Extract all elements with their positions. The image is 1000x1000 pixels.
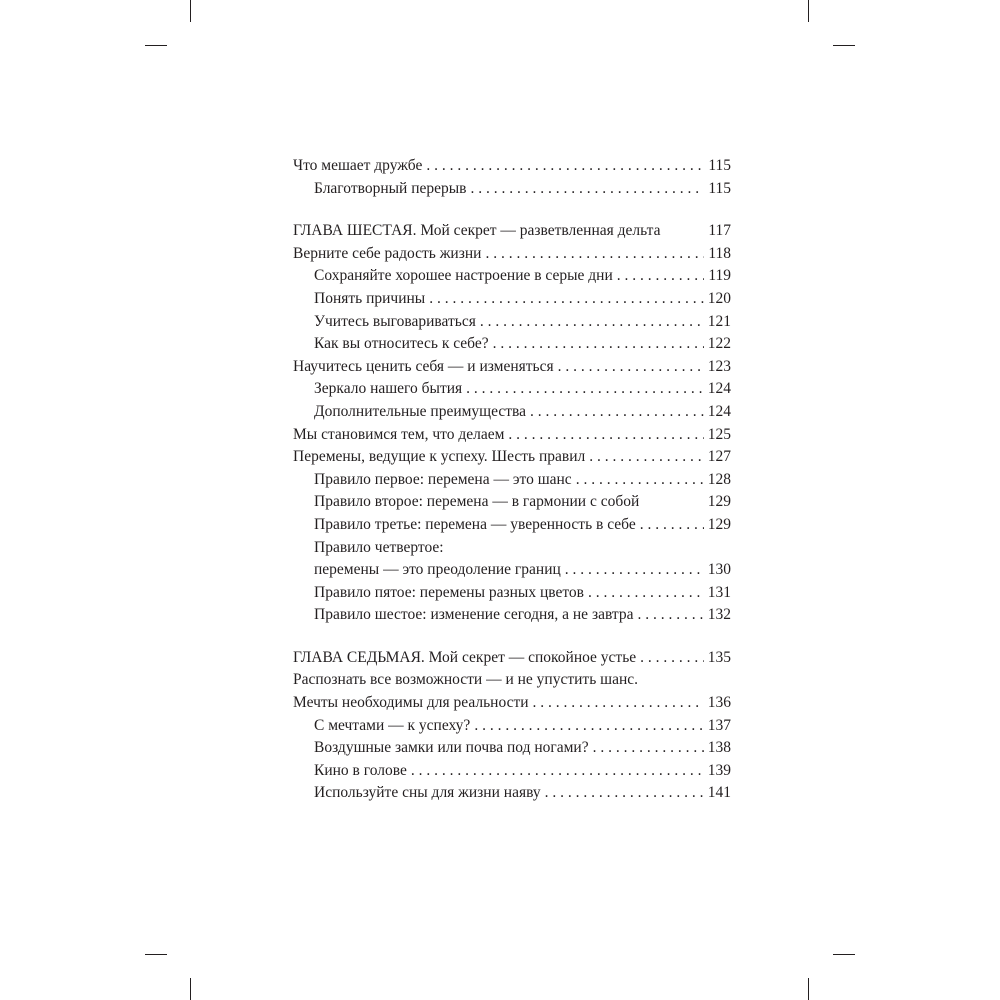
toc-entry-title: Верните себе радость жизни bbox=[293, 244, 482, 262]
toc-entry bbox=[293, 604, 731, 627]
toc-entry-page: 125 bbox=[707, 425, 731, 443]
dot-leader bbox=[474, 715, 703, 738]
toc-entry-page: 137 bbox=[707, 716, 731, 734]
toc-entry bbox=[293, 311, 731, 334]
toc-entry bbox=[293, 356, 731, 379]
toc-entry-page: 141 bbox=[707, 784, 731, 802]
crop-mark-bottom-right bbox=[808, 978, 809, 1000]
dot-leader bbox=[593, 737, 704, 760]
dot-leader bbox=[640, 647, 704, 670]
dot-leader bbox=[576, 469, 704, 492]
toc-entry bbox=[293, 469, 731, 492]
toc-entry-title: Что мешает дружбе bbox=[293, 157, 423, 174]
dot-leader bbox=[589, 446, 703, 469]
table-of-contents bbox=[293, 155, 731, 805]
dot-leader bbox=[411, 760, 704, 783]
toc-entry bbox=[293, 378, 731, 401]
toc-entry bbox=[293, 782, 731, 805]
toc-entry bbox=[293, 424, 731, 447]
dot-leader bbox=[545, 782, 704, 805]
dot-leader bbox=[533, 692, 704, 715]
toc-entry-title: Перемены, ведущие к успеху. Шесть правил bbox=[293, 448, 586, 466]
toc-entry bbox=[293, 401, 731, 424]
crop-mark-top-left bbox=[190, 0, 191, 22]
dot-leader bbox=[470, 178, 704, 201]
toc-entry bbox=[293, 288, 731, 311]
toc-entry-page: 115 bbox=[708, 157, 731, 174]
toc-entry bbox=[293, 692, 731, 715]
toc-entry-title: Зеркало нашего бытия bbox=[314, 380, 463, 398]
toc-entry-page: 118 bbox=[708, 244, 731, 262]
toc-entry-page: 131 bbox=[707, 583, 731, 601]
toc-entry-title: Правило пятое: перемены разных цветов bbox=[314, 583, 584, 601]
crop-mark-top-left-horizontal bbox=[145, 45, 167, 46]
toc-chapter-heading bbox=[293, 220, 731, 243]
toc-entry-title: Правило четвертое: bbox=[314, 538, 444, 556]
toc-entry-page: 115 bbox=[708, 179, 731, 197]
toc-entry bbox=[293, 715, 731, 738]
crop-mark-bottom-left bbox=[190, 978, 191, 1000]
toc-entry bbox=[293, 446, 731, 469]
toc-entry-page: 124 bbox=[707, 402, 731, 420]
toc-entry-title: ГЛАВА СЕДЬМАЯ. Мой секрет — спокойное устье bbox=[293, 648, 637, 666]
toc-entry bbox=[293, 178, 731, 201]
toc-entry-page: 130 bbox=[707, 561, 731, 579]
dot-leader bbox=[588, 582, 704, 605]
dot-leader bbox=[493, 333, 704, 356]
toc-entry-title: Воздушные замки или почва под ногами? bbox=[314, 739, 589, 757]
toc-entry-page: 132 bbox=[707, 606, 731, 624]
dot-leader bbox=[429, 288, 704, 311]
toc-entry-title: С мечтами — к успеху? bbox=[314, 716, 471, 734]
dot-leader bbox=[480, 311, 704, 334]
toc-entry-page: 121 bbox=[707, 312, 731, 330]
toc-entry-page: 136 bbox=[707, 694, 731, 712]
toc-entry-title: Научитесь ценить себя — и изменяться bbox=[293, 357, 554, 375]
toc-entry-title: Мечты необходимы для реальности bbox=[293, 694, 529, 712]
crop-mark-bottom-right-horizontal bbox=[833, 954, 855, 955]
toc-entry bbox=[293, 265, 731, 288]
toc-entry bbox=[293, 582, 731, 605]
toc-entry-title: Используйте сны для жизни наяву bbox=[314, 784, 541, 802]
toc-entry-title: перемены — это преодоление границ bbox=[314, 561, 561, 579]
toc-entry-title: Сохраняйте хорошее настроение в серые дни bbox=[314, 267, 613, 285]
toc-entry-title: Как вы относитесь к себе? bbox=[314, 335, 489, 353]
toc-entry-title: Благотворный перерыв bbox=[314, 179, 467, 197]
toc-entry bbox=[293, 669, 731, 692]
toc-entry-page: 138 bbox=[707, 739, 731, 757]
toc-entry-title: Понять причины bbox=[314, 289, 426, 307]
toc-entry bbox=[293, 559, 731, 582]
toc-chapter-heading bbox=[293, 647, 731, 670]
toc-entry-page: 129 bbox=[707, 493, 731, 511]
dot-leader bbox=[640, 514, 704, 537]
toc-entry-title: Мы становимся тем, что делаем bbox=[293, 425, 505, 443]
dot-leader bbox=[508, 424, 703, 447]
toc-entry-page: 127 bbox=[707, 448, 731, 466]
toc-entry-title: Учитесь выговариваться bbox=[314, 312, 476, 330]
toc-entry-title: Правило шестое: изменение сегодня, а не завтра bbox=[314, 606, 634, 624]
toc-entry-page: 117 bbox=[708, 222, 731, 240]
toc-entry-title: Распознать все возможности — и не упустить шанс. bbox=[293, 671, 639, 689]
dot-leader bbox=[565, 559, 704, 582]
dot-leader bbox=[617, 265, 705, 288]
toc-entry bbox=[293, 333, 731, 356]
toc-entry-title: ГЛАВА ШЕСТАЯ. Мой секрет — разветвленная дельта bbox=[293, 222, 661, 240]
dot-leader bbox=[426, 155, 704, 178]
toc-entry-page: 119 bbox=[708, 267, 731, 285]
dot-leader bbox=[530, 401, 704, 424]
toc-entry-page: 124 bbox=[707, 380, 731, 398]
toc-entry-title: Кино в голове bbox=[314, 761, 407, 779]
toc-entry bbox=[293, 760, 731, 783]
crop-mark-bottom-left-horizontal bbox=[145, 954, 167, 955]
toc-entry bbox=[293, 514, 731, 537]
toc-entry-page: 120 bbox=[707, 289, 731, 307]
toc-entry-page: 123 bbox=[707, 357, 731, 375]
toc-entry bbox=[293, 155, 731, 178]
dot-leader bbox=[485, 243, 704, 266]
toc-entry bbox=[293, 491, 731, 514]
toc-entry-page: 129 bbox=[707, 515, 731, 533]
toc-entry-title: Правило второе: перемена — в гармонии с собой bbox=[314, 493, 640, 511]
toc-entry-title: Правило третье: перемена — уверенность в себе bbox=[314, 515, 636, 533]
crop-mark-top-right-horizontal bbox=[833, 45, 855, 46]
toc-entry bbox=[293, 537, 731, 560]
dot-leader bbox=[466, 378, 704, 401]
toc-entry-title: Правило первое: перемена — это шанс bbox=[314, 470, 572, 488]
dot-leader bbox=[637, 604, 703, 627]
toc-entry bbox=[293, 243, 731, 266]
toc-entry-title: Дополнительные преимущества bbox=[314, 402, 527, 420]
toc-entry-page: 135 bbox=[707, 648, 731, 666]
crop-mark-top-right bbox=[808, 0, 809, 22]
toc-entry-page: 128 bbox=[707, 470, 731, 488]
dot-leader bbox=[558, 356, 704, 379]
toc-entry bbox=[293, 737, 731, 760]
toc-entry-page: 122 bbox=[707, 335, 731, 353]
toc-entry-page: 139 bbox=[707, 761, 731, 779]
